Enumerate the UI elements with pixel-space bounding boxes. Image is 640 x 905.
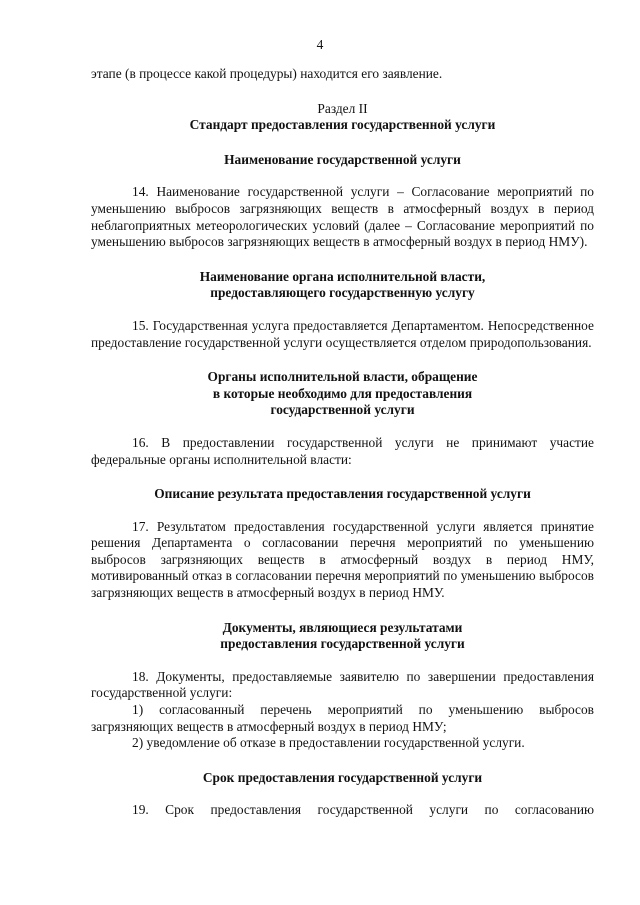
paragraph-14: 14. Наименование государственной услуги – Согласование мероприятий по уменьшению выбросов загрязняющих веществ в атмосферный воздух в период неблагоприятных метеорологических условий (далее – Согласование мероприятий по уменьшению выбросов загрязняющих веществ в атмосферный воздух в период НМУ). <box>91 184 594 250</box>
heading-service-name: Наименование государственной услуги <box>224 151 461 167</box>
heading-service-term: Срок предоставления государственной услуги <box>202 769 483 785</box>
section-title: Стандарт предоставления государственной услуги <box>189 117 496 133</box>
heading-authority-line-2: предоставляющего государственную услугу <box>210 285 475 301</box>
heading-authority-line-1: Наименование органа исполнительной власти, <box>199 268 486 284</box>
paragraph-18-item-2: 2) уведомление об отказе в предоставлении государственной услуги. <box>132 735 525 751</box>
heading-bodies-line-2: в которые необходимо для предоставления <box>212 385 473 401</box>
heading-result-description: Описание результата предоставления государственной услуги <box>154 486 531 502</box>
paragraph-18: 18. Документы, предоставляемые заявителю по завершении предоставления государственной услуги: <box>91 668 594 701</box>
heading-bodies-line-1: Органы исполнительной власти, обращение <box>207 369 478 385</box>
paragraph-17: 17. Результатом предоставления государственной услуги является принятие решения Департамента о согласовании перечня мероприятий по уменьшению выбросов загрязняющих веществ в атмосферный воздух в период НМУ, мотивированный отказ в согласовании перечня мероприятий по уменьшению выбросов загрязняющих веществ в атмосферный воздух в период НМУ. <box>91 518 594 601</box>
paragraph-15: 15. Государственная услуга предоставляется Департаментом. Непосредственное предоставление государственной услуги осуществляется отделом природопользования. <box>91 317 594 350</box>
page-number: 4 <box>316 37 324 52</box>
document-body <box>91 66 594 819</box>
heading-result-documents-line-1: Документы, являющиеся результатами <box>222 619 463 635</box>
paragraph-16: 16. В предоставлении государственной услуги не принимают участие федеральные органы исполнительной власти: <box>91 434 594 467</box>
paragraph-19: 19. Срок предоставления государственной услуги по согласованию <box>132 802 594 818</box>
paragraph-18-item-1: 1) согласованный перечень мероприятий по уменьшению выбросов загрязняющих веществ в атмосферный воздух в период НМУ; <box>91 702 594 734</box>
carry-over-line: этапе (в процессе какой процедуры) находится его заявление. <box>91 66 443 81</box>
section-label: Раздел II <box>317 100 368 116</box>
heading-result-documents-line-2: предоставления государственной услуги <box>220 636 465 652</box>
heading-bodies-line-3: государственной услуги <box>270 402 415 418</box>
